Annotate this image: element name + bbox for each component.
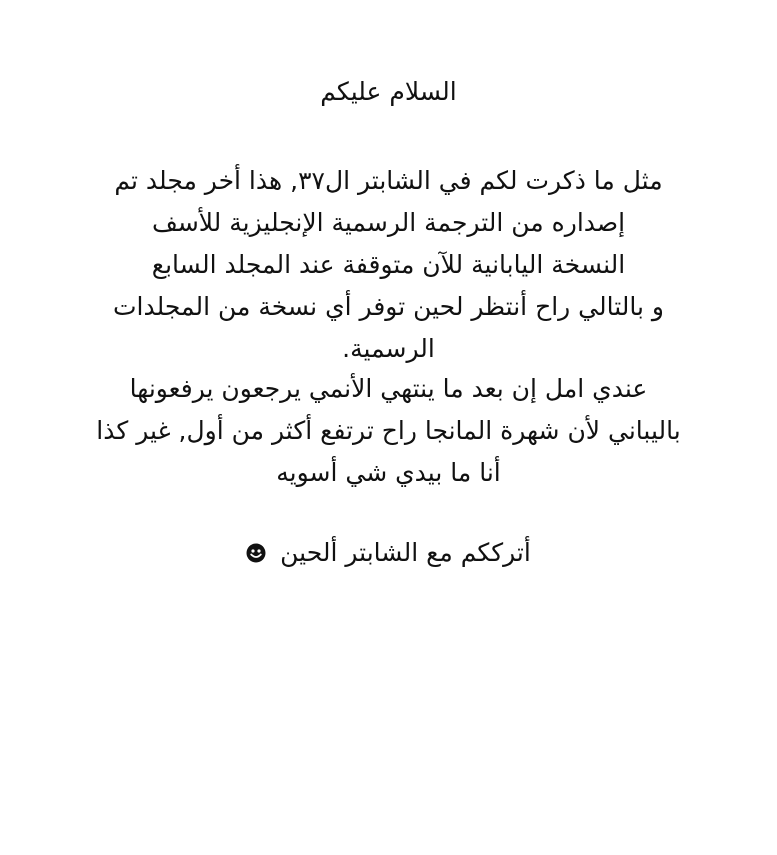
paragraph-line: النسخة اليابانية للآن متوقفة عند المجلد السابع bbox=[151, 250, 626, 279]
closing-line bbox=[60, 532, 717, 574]
closing-text: أترككم مع الشابتر ألحين bbox=[280, 538, 531, 567]
paragraph-line: مثل ما ذكرت لكم في الشابتر ال٣٧, هذا أخر مجلد تم bbox=[114, 166, 663, 195]
paragraph-line: الرسمية. bbox=[342, 334, 435, 363]
smiley-face-icon bbox=[246, 543, 266, 563]
paragraph-line: إصداره من الترجمة الرسمية الإنجليزية للأسف bbox=[151, 208, 626, 237]
closing-line-wrapper bbox=[60, 532, 717, 574]
paragraph-hope-notice bbox=[60, 368, 717, 494]
paragraph-line: عندي امل إن بعد ما ينتهي الأنمي يرجعون يرفعونها bbox=[129, 374, 648, 403]
greeting-heading: السلام عليكم bbox=[320, 77, 457, 106]
paragraph-line: باليباني لأن شهرة المانجا راح ترتفع أكثر من أول, غير كذا bbox=[96, 416, 681, 445]
paragraph-volume-notice bbox=[60, 160, 717, 370]
paragraph-line: و بالتالي راح أنتظر لحين توفر أي نسخة من المجلدات bbox=[112, 292, 665, 321]
paragraph-line: أنا ما بيدي شي أسويه bbox=[276, 458, 501, 487]
